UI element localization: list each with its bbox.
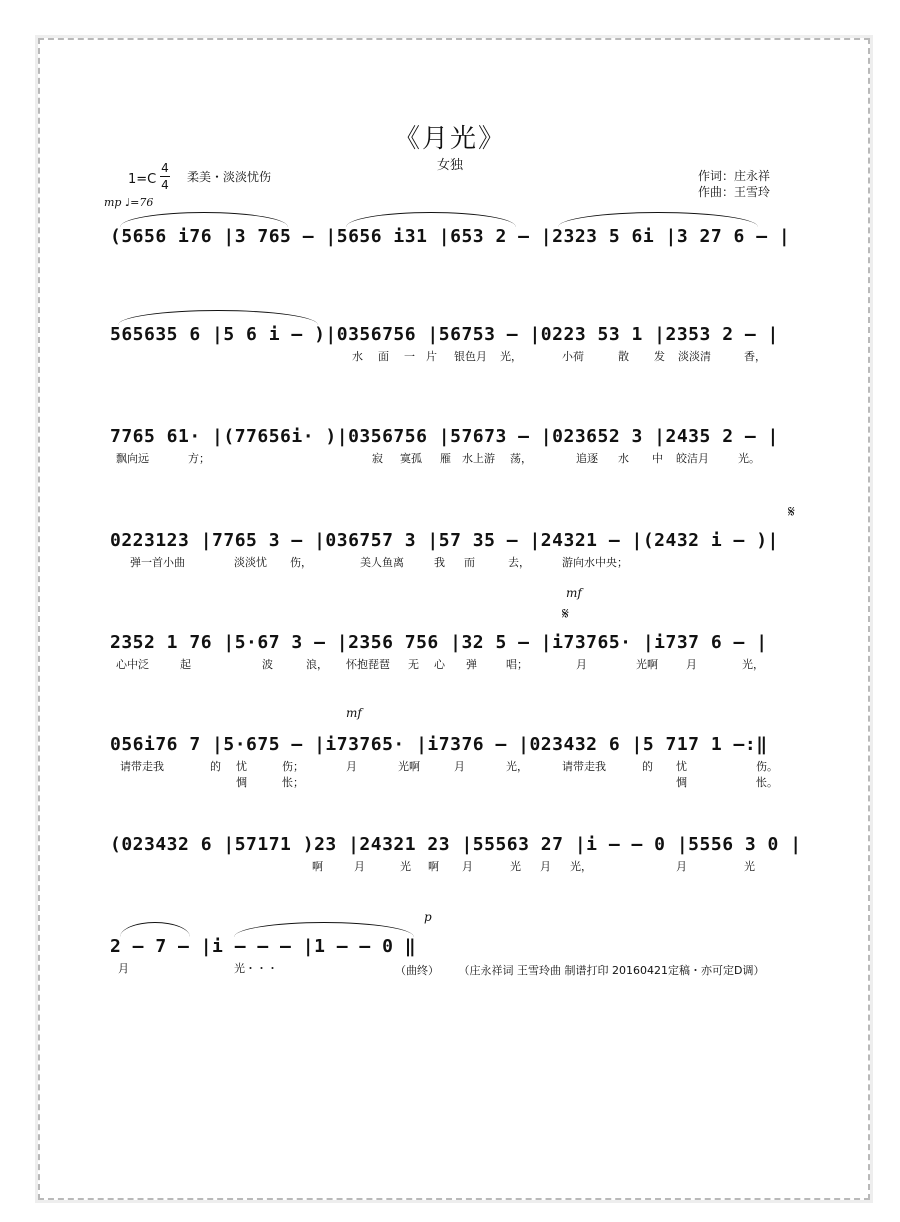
lyric: 的 bbox=[642, 760, 653, 773]
lyric: 光 bbox=[510, 860, 521, 873]
end-marker: （曲终） bbox=[395, 964, 439, 977]
lyric: 光， bbox=[570, 860, 592, 873]
lyric: 水 bbox=[352, 350, 363, 363]
lyric: 惆 bbox=[676, 776, 687, 789]
lyric: 月 bbox=[454, 760, 465, 773]
lyric: 光啊 bbox=[636, 658, 658, 671]
key-signature: 1=C bbox=[128, 172, 157, 187]
lyric: 淡淡清 bbox=[678, 350, 711, 363]
lyric: 忧 bbox=[676, 760, 687, 773]
notation-line: (5656 i76 |3 765 – |5656 i31 |653 2 – |2323 5 6i |3 27 6 – | bbox=[110, 226, 791, 247]
lyric: 光・・・ bbox=[234, 962, 278, 975]
lyric: 起 bbox=[180, 658, 191, 671]
lyric: 美人鱼离 bbox=[360, 556, 404, 569]
lyric: 光， bbox=[500, 350, 522, 363]
lyric: 发 bbox=[654, 350, 665, 363]
notation-line: 056i76 7 |5·675 – |i73765· |i7376 – |023432 6 |5 717 1 –:‖ bbox=[110, 734, 768, 755]
score-row-3 bbox=[110, 426, 810, 492]
segno-icon: 𝄋 bbox=[562, 604, 569, 623]
lyric: 光 bbox=[400, 860, 411, 873]
lyric: 皎洁月 bbox=[676, 452, 709, 465]
lyric: 去， bbox=[508, 556, 530, 569]
notation-line: 0223123 |7765 3 – |036757 3 |57 35 – |24321 – |(2432 i – )| bbox=[110, 530, 779, 551]
lyric: 而 bbox=[464, 556, 475, 569]
lyric: 追逐 bbox=[576, 452, 598, 465]
lyric: 月 bbox=[540, 860, 551, 873]
lyric: 光啊 bbox=[398, 760, 420, 773]
lyrics-line bbox=[110, 858, 810, 878]
lyric: 浪， bbox=[306, 658, 328, 671]
score-row-2 bbox=[110, 324, 810, 390]
lyric: 小荷 bbox=[562, 350, 584, 363]
lyric: 心 bbox=[434, 658, 445, 671]
lyric: 一 bbox=[404, 350, 415, 363]
dynamic-mf: mf bbox=[566, 586, 582, 600]
lyric: 怀抱琵琶 bbox=[346, 658, 390, 671]
score-row-6 bbox=[110, 734, 810, 800]
lyric: 月 bbox=[676, 860, 687, 873]
lyric: 水上游 bbox=[462, 452, 495, 465]
lyric: 光 bbox=[744, 860, 755, 873]
lyrics-line bbox=[110, 348, 810, 368]
lyrics-line bbox=[110, 554, 810, 574]
lyric: 香， bbox=[744, 350, 766, 363]
lyric: 忧 bbox=[236, 760, 247, 773]
notation-line: 2352 1 76 |5·67 3 – |2356 756 |32 5 – |i73765· |i737 6 – | bbox=[110, 632, 768, 653]
lyric: 淡淡忧 bbox=[234, 556, 267, 569]
segno-icon: 𝄋 bbox=[788, 502, 795, 521]
lyric: 面 bbox=[378, 350, 389, 363]
notation-line: (023432 6 |57171 )23 |24321 23 |55563 27 |i – – 0 |5556 3 0 | bbox=[110, 834, 802, 855]
dynamic-mf: mf bbox=[346, 706, 362, 720]
lyric: 水 bbox=[618, 452, 629, 465]
score-row-1 bbox=[110, 226, 810, 292]
notation-line: 2 – 7 – |i – – – |1 – – 0 ‖ bbox=[110, 936, 417, 957]
lyric: 中 bbox=[652, 452, 663, 465]
lyric: 银色月 bbox=[454, 350, 487, 363]
mood-marking: 柔美・淡淡忧伤 bbox=[187, 170, 272, 184]
lyric: 方； bbox=[188, 452, 210, 465]
lyric: 寞孤 bbox=[400, 452, 422, 465]
credits bbox=[698, 168, 770, 200]
notation-line: 7765 61· |(77656i· )|0356756 |57673 – |023652 3 |2435 2 – | bbox=[110, 426, 779, 447]
lyric: 光， bbox=[742, 658, 764, 671]
lyric: 月 bbox=[354, 860, 365, 873]
time-signature bbox=[160, 160, 170, 193]
lyric: 心中泛 bbox=[116, 658, 149, 671]
lyric: 月 bbox=[576, 658, 587, 671]
lyric: 月 bbox=[686, 658, 697, 671]
credit-note: （庄永祥词 王雪玲曲 制谱打印 20160421定稿・亦可定D调） bbox=[458, 964, 765, 977]
lyric: 寂 bbox=[372, 452, 383, 465]
lyric: 请带走我 bbox=[120, 760, 164, 773]
lyric: 月 bbox=[346, 760, 357, 773]
lyrics-line-2 bbox=[110, 774, 810, 794]
lyric: 伤； bbox=[282, 760, 304, 773]
lyric: 光， bbox=[506, 760, 528, 773]
performance-type: 女独 bbox=[436, 158, 463, 173]
composer: 作曲：王雪玲 bbox=[698, 185, 771, 199]
lyric: 请带走我 bbox=[562, 760, 606, 773]
score-row-5 bbox=[110, 632, 810, 698]
dynamic-p: p bbox=[424, 910, 432, 924]
lyric: 月 bbox=[462, 860, 473, 873]
lyrics-line bbox=[110, 450, 810, 470]
lyric: 散 bbox=[618, 350, 629, 363]
lyric: 怅。 bbox=[756, 776, 778, 789]
lyric: 雁 bbox=[440, 452, 451, 465]
lyric: 啊 bbox=[312, 860, 323, 873]
lyric: 我 bbox=[434, 556, 445, 569]
lyric: 的 bbox=[210, 760, 221, 773]
song-title: 《月光》 bbox=[393, 124, 506, 154]
time-top: 4 bbox=[161, 161, 169, 175]
lyric: 弹 bbox=[466, 658, 477, 671]
lyric: 片 bbox=[426, 350, 437, 363]
lyric: 唱； bbox=[506, 658, 528, 671]
lyric: 弹一首小曲 bbox=[130, 556, 185, 569]
lyric: 怅； bbox=[282, 776, 304, 789]
lyric: 伤。 bbox=[756, 760, 778, 773]
lyric: 啊 bbox=[428, 860, 439, 873]
lyric: 荡， bbox=[510, 452, 532, 465]
lyric: 伤， bbox=[290, 556, 312, 569]
score-row-7 bbox=[110, 834, 810, 900]
score-row-4 bbox=[110, 530, 810, 596]
lyricist: 作词：庄永祥 bbox=[698, 169, 771, 183]
tempo-marking: mp ♩=76 bbox=[104, 196, 154, 209]
notation-line: 565635 6 |5 6 i – )|0356756 |56753 – |0223 53 1 |2353 2 – | bbox=[110, 324, 779, 345]
lyric: 游向水中央； bbox=[562, 556, 628, 569]
lyric: 月 bbox=[118, 962, 129, 975]
time-bottom: 4 bbox=[161, 178, 169, 192]
lyric: 无 bbox=[408, 658, 419, 671]
lyric: 飘向远 bbox=[116, 452, 149, 465]
lyric: 波 bbox=[262, 658, 273, 671]
lyrics-line bbox=[110, 656, 810, 676]
lyric: 光。 bbox=[738, 452, 760, 465]
footer-note bbox=[395, 962, 780, 978]
lyric: 惆 bbox=[236, 776, 247, 789]
